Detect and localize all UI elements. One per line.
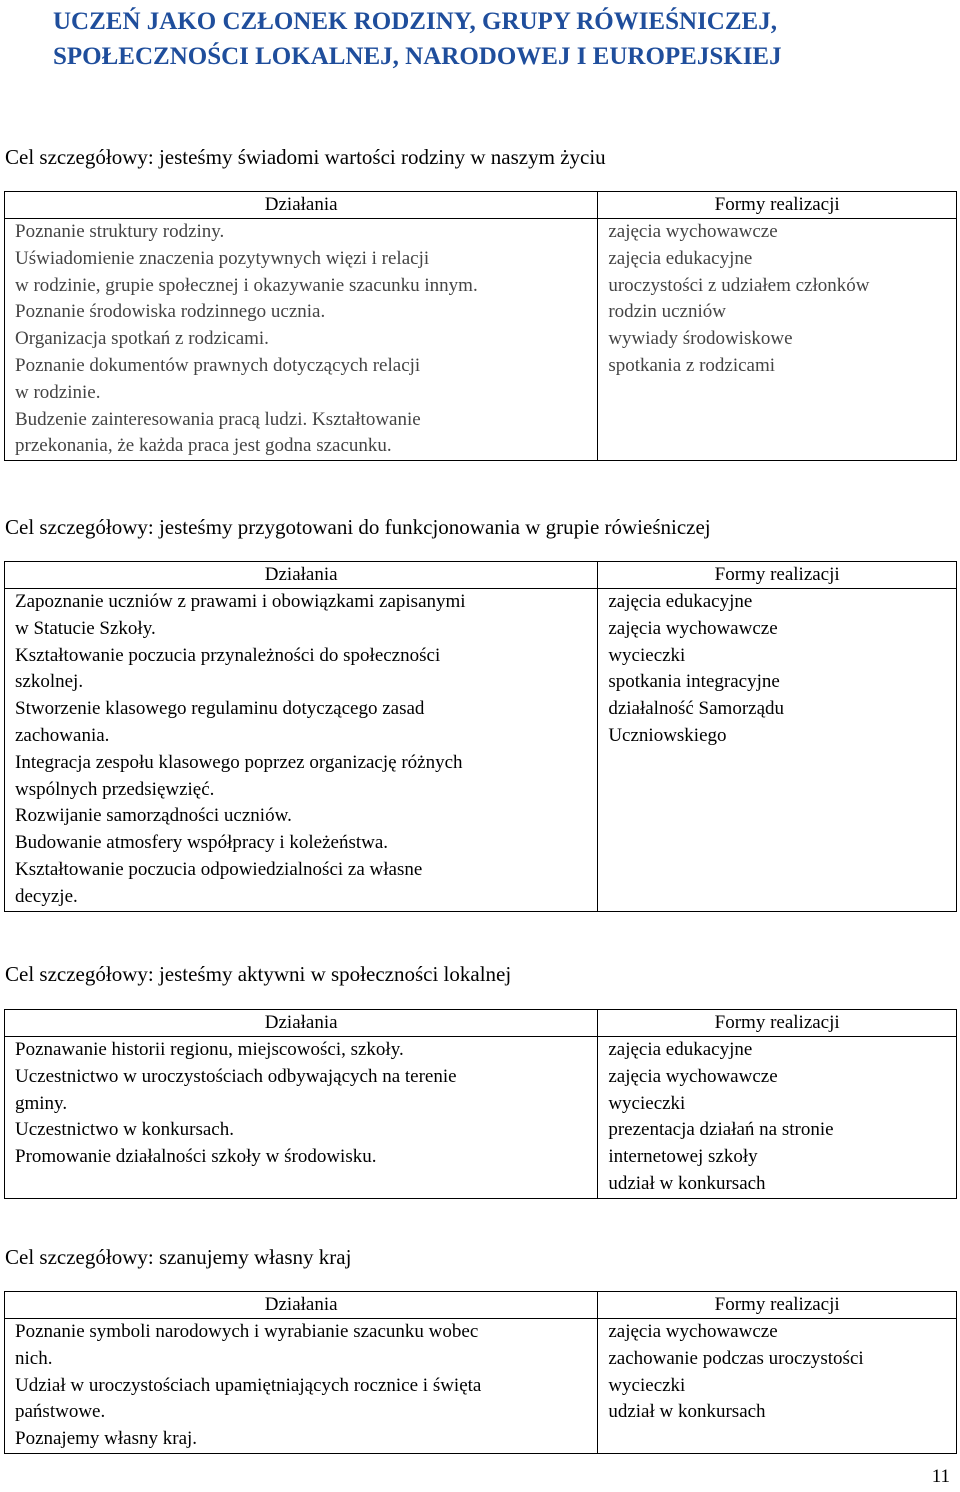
table-header-row	[5, 1010, 957, 1037]
section-heading-peer-group: Cel szczegółowy: jesteśmy przygotowani do funkcjonowania w grupie rówieśniczej	[5, 515, 711, 539]
forms-cell	[598, 1037, 957, 1199]
column-header-forms: Formy realizacji	[598, 562, 957, 589]
form-line: prezentacja działań na stronie	[608, 1119, 834, 1141]
actions-cell	[5, 589, 598, 912]
action-line: Zapoznanie uczniów z prawami i obowiązkami zapisanymi	[15, 591, 466, 612]
table-own-country	[4, 1291, 957, 1454]
form-line: uroczystości z udziałem członków	[608, 274, 870, 296]
form-line: Uczniowskiego	[608, 724, 727, 746]
action-line: szkolnej.	[15, 671, 84, 693]
action-line: Poznawanie historii regionu, miejscowości, szkoły.	[15, 1039, 404, 1060]
column-header-forms: Formy realizacji	[598, 192, 957, 219]
table-row	[5, 1319, 957, 1454]
form-line: zajęcia wychowawcze	[608, 1321, 778, 1342]
action-line: Poznanie struktury rodziny.	[15, 221, 225, 242]
page-number: 11	[931, 1466, 950, 1487]
form-line: zajęcia wychowawcze	[608, 1065, 778, 1087]
table-header-row	[5, 192, 957, 219]
form-line: zachowanie podczas uroczystości	[608, 1347, 864, 1369]
action-line: Udział w uroczystościach upamiętniających rocznice i święta	[15, 1374, 482, 1396]
column-header-forms: Formy realizacji	[598, 1292, 957, 1319]
form-line: zajęcia wychowawcze	[608, 221, 778, 242]
table-family	[4, 191, 957, 461]
form-line: działalność Samorządu	[608, 698, 785, 720]
form-line: rodzin uczniów	[608, 301, 726, 323]
forms-cell	[598, 589, 957, 912]
action-line: Poznanie symboli narodowych i wyrabianie szacunku wobec	[15, 1321, 479, 1342]
form-line: udział w konkursach	[608, 1401, 766, 1423]
action-line: w Statucie Szkoły.	[15, 617, 156, 639]
forms-cell	[598, 219, 957, 461]
actions-cell	[5, 219, 598, 461]
action-line: Integracja zespołu klasowego poprzez organizację różnych	[15, 751, 463, 773]
column-header-actions: Działania	[5, 562, 598, 589]
form-line: zajęcia edukacyjne	[608, 591, 753, 612]
forms-cell	[598, 1319, 957, 1454]
action-line: przekonania, że każda praca jest godna szacunku.	[15, 435, 392, 457]
action-line: Promowanie działalności szkoły w środowisku.	[15, 1146, 377, 1168]
form-line: spotkania z rodzicami	[608, 354, 776, 376]
action-line: Rozwijanie samorządności uczniów.	[15, 805, 292, 827]
action-line: państwowe.	[15, 1401, 106, 1423]
action-line: wspólnych przedsięwzięć.	[15, 778, 215, 800]
form-line: internetowej szkoły	[608, 1146, 758, 1168]
column-header-actions: Działania	[5, 192, 598, 219]
action-line: Kształtowanie poczucia przynależności do społeczności	[15, 644, 441, 666]
page-title-line-2: SPOŁECZNOŚCI LOKALNEJ, NARODOWEJ I EUROPEJSKIEJ	[53, 43, 782, 70]
actions-cell	[5, 1037, 598, 1199]
action-line: Budzenie zainteresowania pracą ludzi. Kształtowanie	[15, 408, 421, 430]
action-line: Uczestnictwo w konkursach.	[15, 1119, 234, 1141]
form-line: spotkania integracyjne	[608, 671, 780, 693]
actions-cell	[5, 1319, 598, 1454]
form-line: wycieczki	[608, 1092, 686, 1114]
action-line: Uświadomienie znaczenia pozytywnych więzi i relacji	[15, 247, 430, 269]
table-row	[5, 219, 957, 461]
form-line: zajęcia edukacyjne	[608, 247, 753, 269]
action-line: Stworzenie klasowego regulaminu dotyczącego zasad	[15, 698, 425, 720]
table-row	[5, 589, 957, 912]
table-header-row	[5, 1292, 957, 1319]
form-line: wycieczki	[608, 1374, 686, 1396]
form-line: zajęcia wychowawcze	[608, 617, 778, 639]
action-line: Poznajemy własny kraj.	[15, 1428, 198, 1450]
page-title	[53, 4, 933, 74]
form-line: wywiady środowiskowe	[608, 328, 793, 350]
table-row	[5, 1037, 957, 1199]
action-line: Uczestnictwo w uroczystościach odbywających na terenie	[15, 1065, 457, 1087]
action-line: w rodzinie, grupie społecznej i okazywanie szacunku innym.	[15, 274, 478, 296]
table-local-community	[4, 1009, 957, 1199]
action-line: w rodzinie.	[15, 381, 101, 403]
action-line: zachowania.	[15, 724, 110, 746]
table-peer-group	[4, 561, 957, 912]
action-line: gminy.	[15, 1092, 68, 1114]
form-line: wycieczki	[608, 644, 686, 666]
action-line: decyzje.	[15, 885, 78, 907]
action-line: Poznanie środowiska rodzinnego ucznia.	[15, 301, 326, 323]
page-title-line-1: UCZEŃ JAKO CZŁONEK RODZINY, GRUPY RÓWIEŚNICZEJ,	[53, 8, 777, 35]
column-header-actions: Działania	[5, 1292, 598, 1319]
action-line: Kształtowanie poczucia odpowiedzialności za własne	[15, 858, 423, 880]
column-header-actions: Działania	[5, 1010, 598, 1037]
table-header-row	[5, 562, 957, 589]
section-heading-family: Cel szczegółowy: jesteśmy świadomi wartości rodziny w naszym życiu	[5, 145, 606, 169]
section-heading-local-community: Cel szczegółowy: jesteśmy aktywni w społeczności lokalnej	[5, 962, 512, 986]
action-line: Poznanie dokumentów prawnych dotyczących relacji	[15, 354, 421, 376]
form-line: udział w konkursach	[608, 1172, 766, 1194]
action-line: Organizacja spotkań z rodzicami.	[15, 328, 269, 350]
action-line: Budowanie atmosfery współpracy i koleżeństwa.	[15, 832, 389, 854]
column-header-forms: Formy realizacji	[598, 1010, 957, 1037]
section-heading-own-country: Cel szczegółowy: szanujemy własny kraj	[5, 1245, 352, 1269]
action-line: nich.	[15, 1347, 53, 1369]
form-line: zajęcia edukacyjne	[608, 1039, 753, 1060]
